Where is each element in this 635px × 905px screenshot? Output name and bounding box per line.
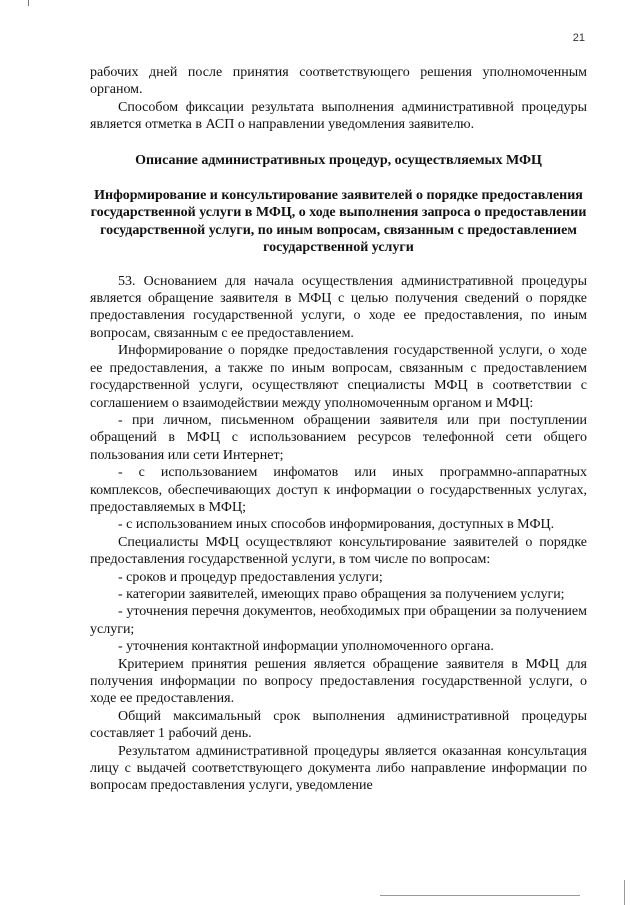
list-item: - при личном, письменном обращении заявителя или при поступлении обращений в МФЦ с использованием ресурсов телефонной сети общего пользования или сети Интернет; — [90, 412, 587, 463]
document-body — [90, 64, 587, 795]
paragraph: Способом фиксации результата выполнения административной процедуры является отметка в АСП о направлении уведомления заявителю. — [90, 99, 587, 133]
scan-mark-right — [624, 880, 625, 905]
paragraph: Результатом административной процедуры является оказанная консультация лицу с выдачей соответствующего документа либо направление информации по вопросам предоставления услуги, уведомление — [90, 743, 587, 794]
paragraph: Общий максимальный срок выполнения административной процедуры составляет 1 рабочий день. — [90, 708, 587, 742]
list-item: - с использованием инфоматов или иных программно-аппаратных комплексов, обеспечивающих доступ к информации о государственных услугах, предоставляемых в МФЦ; — [90, 465, 587, 515]
scan-mark-top — [28, 0, 29, 6]
scan-mark-bottom — [380, 895, 580, 896]
page-number: 21 — [572, 32, 585, 44]
list-item: - категории заявителей, имеющих право обращения за получением услуги; — [118, 586, 565, 602]
subsection-heading: Информирование и консультирование заявителей о порядке предоставления государственной услуги в МФЦ, о ходе выполнения запроса о предоставлении государственной услуги, по иным вопросам, связанным с предоставлением государственной услуги — [90, 188, 587, 256]
paragraph: Информирование о порядке предоставления государственной услуги, о ходе ее предоставления, а также по иным вопросам, связанным с предоставлением государственной услуги, осуществляют специалисты МФЦ в соответствии с соглашением о взаимодействии между уполномоченным органом и МФЦ: — [90, 343, 587, 411]
paragraph: Специалисты МФЦ осуществляют консультирование заявителей о порядке предоставления государственной услуги, в том числе по вопросам: — [90, 534, 587, 568]
section-heading: Описание административных процедур, осуществляемых МФЦ — [135, 152, 542, 168]
paragraph: рабочих дней после принятия соответствующего решения уполномоченным органом. — [90, 65, 587, 98]
paragraph: Критерием принятия решения является обращение заявителя в МФЦ для получения информации по вопросу предоставления государственной услуги, о ходе ее предоставления. — [90, 656, 587, 707]
list-item: - сроков и процедур предоставления услуги; — [118, 569, 383, 585]
list-item: - с использованием иных способов информирования, доступных в МФЦ. — [118, 517, 555, 533]
list-item: - уточнения перечня документов, необходимых при обращении за получением услуги; — [90, 604, 587, 637]
paragraph: 53. Основанием для начала осуществления административной процедуры является обращение заявителя в МФЦ с целью получения сведений о порядке предоставления государственной услуги, о ходе ее предоставления, по иным вопросам, связанным с ее предоставлением. — [90, 273, 587, 341]
list-item: - уточнения контактной информации уполномоченного органа. — [118, 639, 494, 655]
